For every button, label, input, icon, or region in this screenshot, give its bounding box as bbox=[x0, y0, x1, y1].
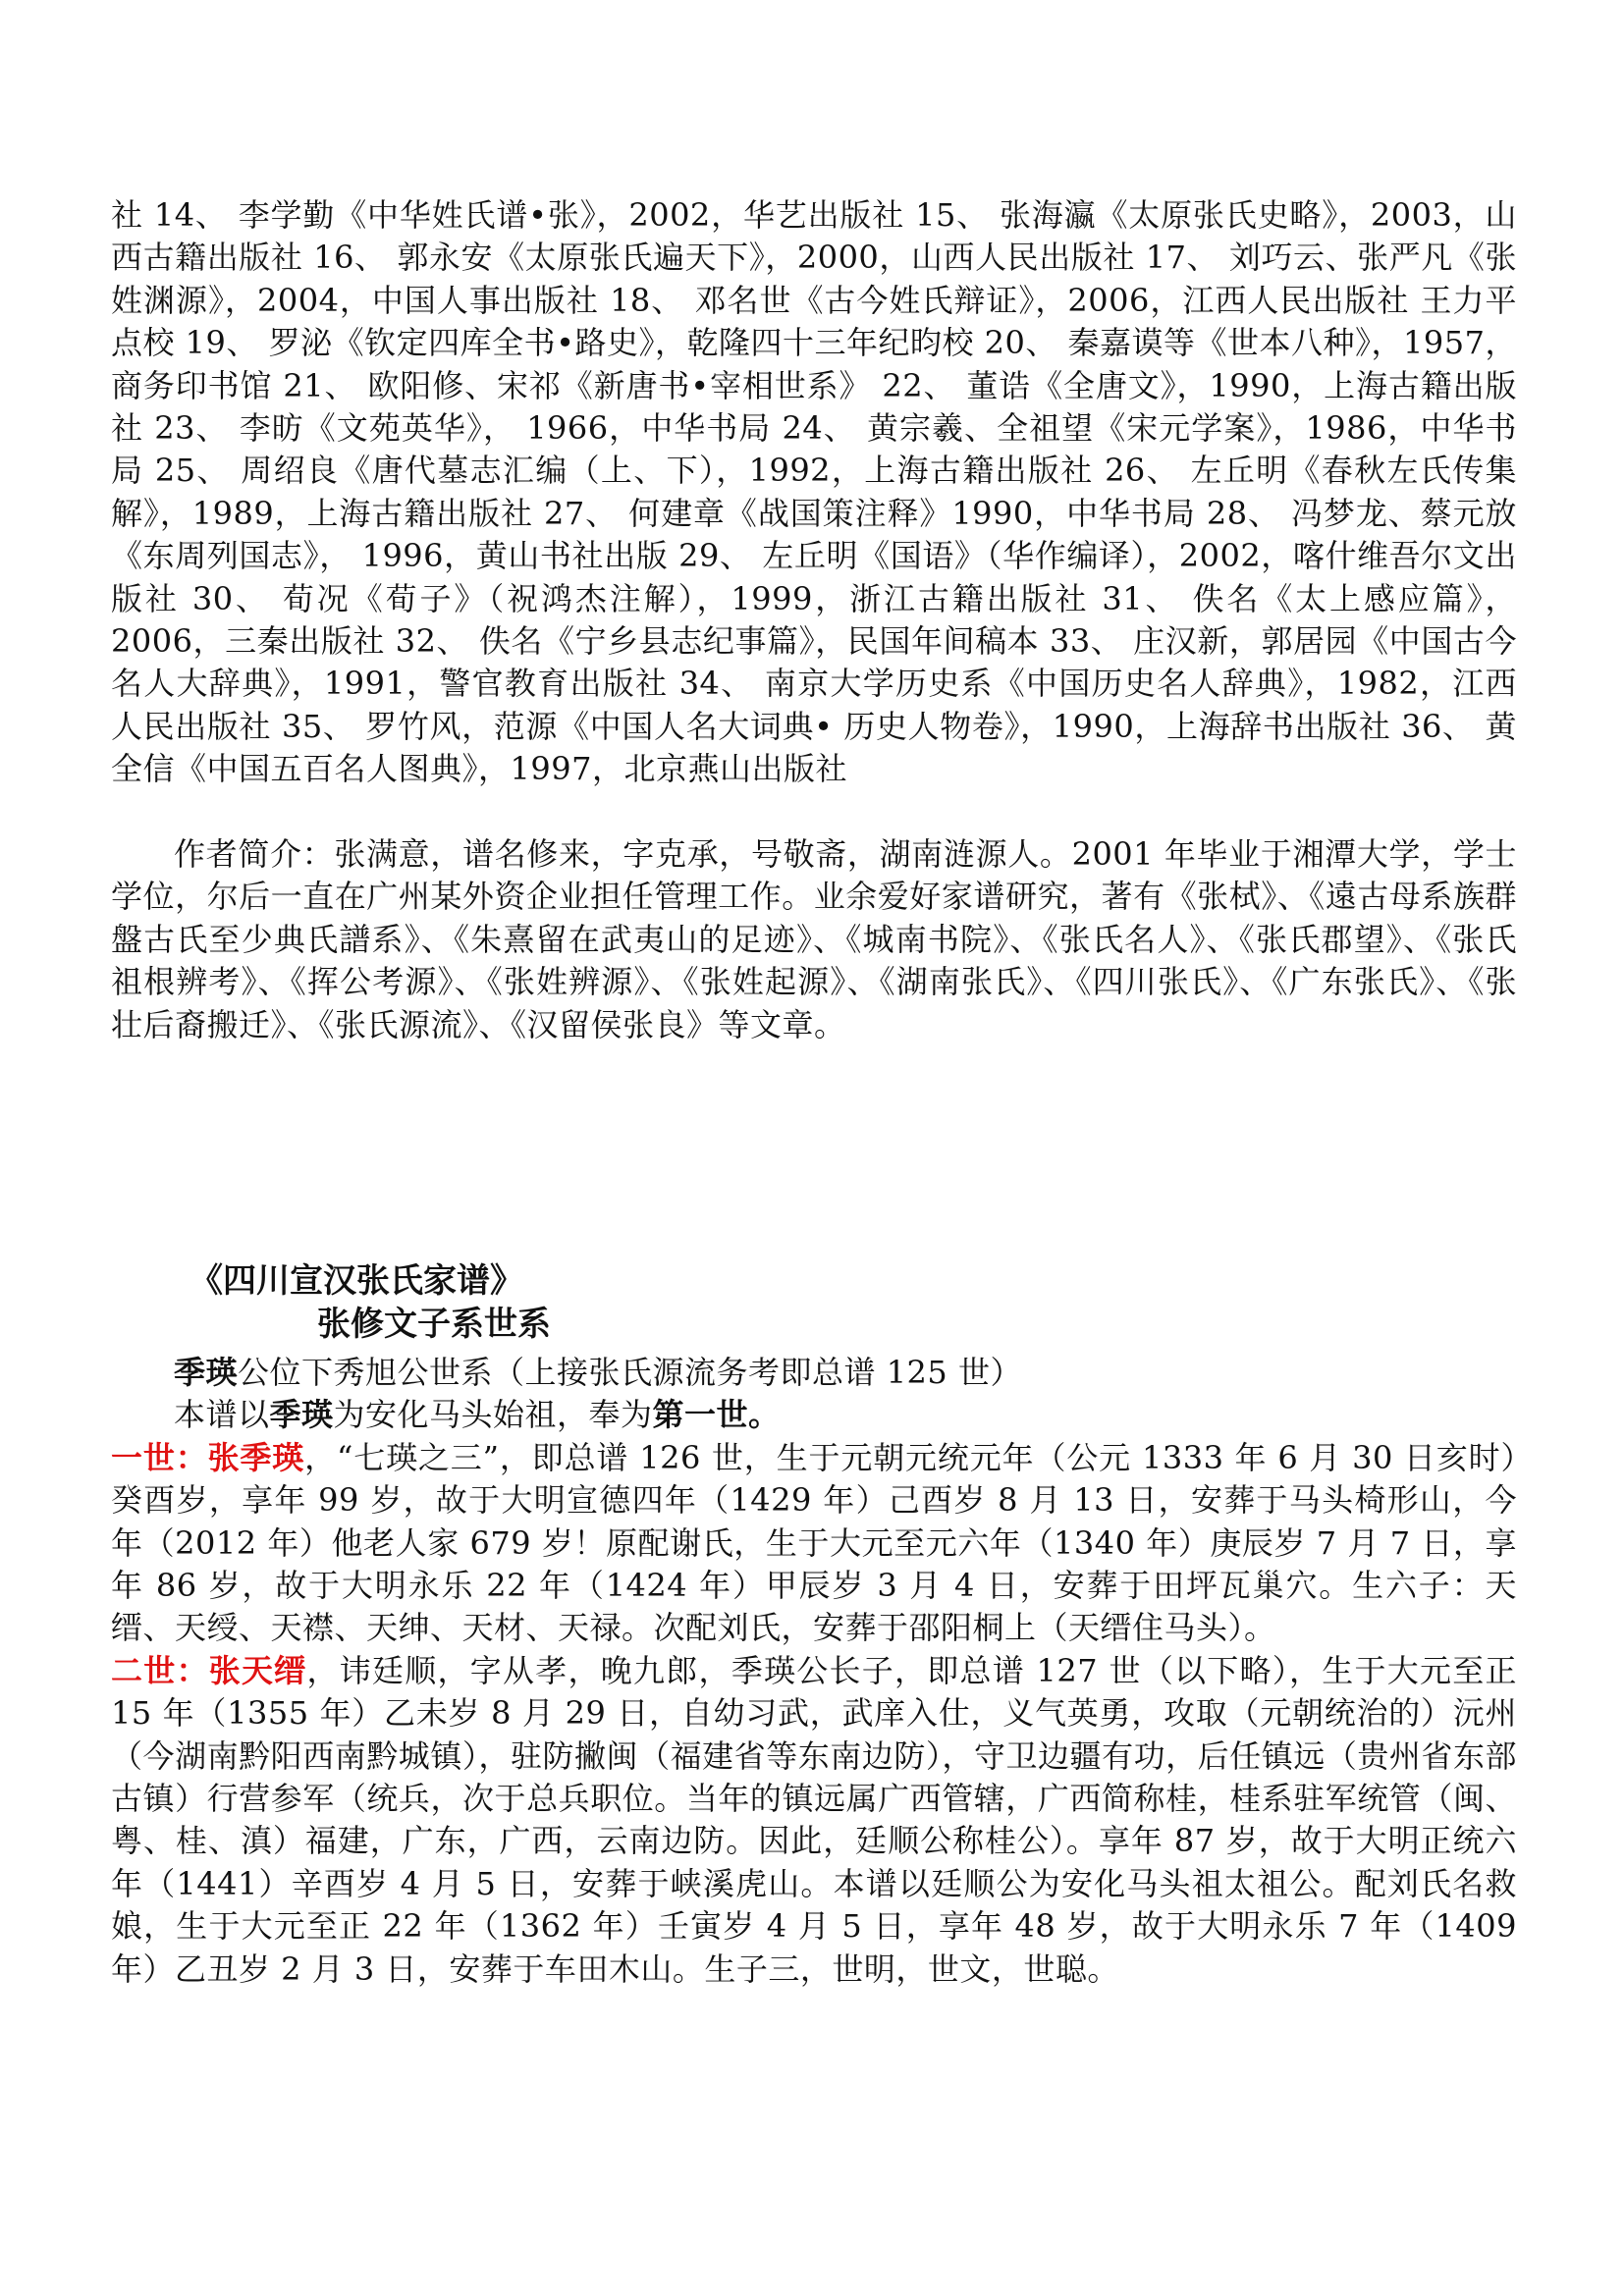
generation-text: ，“七瑛之三”，即总谱 126 世，生于元朝元统元年（公元 1333 年 6 月 30 日亥时）癸酉岁，享年 99 岁，故于大明宣德四年（1429 年）己酉岁 8 月 13 日，安葬于马头椅形山，今年（2012 年）他老人家 679 岁！原配谢氏，生于大元至元六年（1340 年）庚辰岁 7 月 7 日，享年 86 岁，故于大明永乐 22 年（1424 年）甲辰岁 3 月 4 日，安葬于田坪瓦巢穴。生六子：天缙、天绶、天襟、天绅、天材、天禄。次配刘氏，安葬于邵阳桐上（天缙住马头）。 bbox=[111, 1438, 1517, 1647]
genealogy-body bbox=[111, 1352, 1517, 1991]
references-list bbox=[111, 194, 1517, 791]
generation-label: 一世： bbox=[111, 1438, 208, 1476]
founder-line bbox=[111, 1394, 1517, 1436]
founder-line-generation: 第一世。 bbox=[652, 1396, 781, 1434]
lineage-founder-name: 季瑛 bbox=[174, 1354, 239, 1391]
founder-line-middle: 为安化马头始祖，奉为 bbox=[333, 1396, 653, 1434]
references-paragraph: 社 14、 李学勤《中华姓氏谱•张》，2002，华艺出版社 15、 张海瀛《太原张氏史略》，2003，山西古籍出版社 16、 郭永安《太原张氏遍天下》，2000，山西人民出版社 17、 刘巧云、张严凡《张姓渊源》，2004，中国人事出版社 18、 邓名世《古今姓氏辩证》，2006，江西人民出版社 王力平点校 19、 罗泌《钦定四库全书•路史》，乾隆四十三年纪昀校 20、 秦嘉谟等《世本八种》，1957，商务印书馆 21、 欧阳修、宋祁《新唐书•宰相世系》 22、 董诰《全唐文》，1990，上海古籍出版社 23、 李昉《文苑英华》， 1966，中华书局 24、 黄宗羲、全祖望《宋元学案》，1986，中华书局 25、 周绍良《唐代墓志汇编（上、下），1992，上海古籍出版社 26、 左丘明《春秋左氏传集解》，1989，上海古籍出版社 27、 何建章《战国策注释》1990，中华书局 28、 冯梦龙、蔡元放《东周列国志》， 1996，黄山书社出版 29、 左丘明《国语》（华作编译），2002，喀什维吾尔文出版社 30、 荀况《荀子》（祝鸿杰注解），1999，浙江古籍出版社 31、 佚名《太上感应篇》，2006，三秦出版社 32、 佚名《宁乡县志纪事篇》，民国年间稿本 33、 庄汉新，郭居园《中国古今名人大辞典》，1991，警官教育出版社 34、 南京大学历史系《中国历史名人辞典》，1982，江西人民出版社 35、 罗竹风，范源《中国人名大词典• 历史人物卷》，1990，上海辞书出版社 36、 黄全信《中国五百名人图典》，1997，北京燕山出版社 bbox=[111, 196, 1517, 788]
author-bio bbox=[111, 833, 1517, 1046]
section-title: 《四川宣汉张氏家谱》 bbox=[189, 1261, 523, 1301]
generation-label: 二世： bbox=[111, 1651, 209, 1689]
generation-person-name: 张季瑛 bbox=[207, 1438, 305, 1476]
founder-line-name: 季瑛 bbox=[269, 1396, 334, 1434]
generation-person-name: 张天缙 bbox=[208, 1651, 307, 1689]
generation-entry bbox=[111, 1650, 1517, 1991]
generation-text: ，讳廷顺，字从孝，晚九郎，季瑛公长子，即总谱 127 世（以下略），生于大元至正 15 年（1355 年）乙未岁 8 月 29 日，自幼习武，武庠入仕，义气英勇，攻取（元朝统治的）沅州（今湖南黔阳西南黔城镇），驻防撇闽（福建省等东南边防），守卫边疆有功，后任镇远（贵州省东部古镇）行营参军（统兵，次于总兵职位。当年的镇远属广西管辖，广西简称桂，桂系驻军统管（闽、粤、桂、滇）福建，广东，广西，云南边防。因此，廷顺公称桂公）。享年 87 岁，故于大明正统六年（1441）辛酉岁 4 月 5 日，安葬于峡溪虎山。本谱以廷顺公为安化马头祖太祖公。配刘氏名救娘，生于大元至正 22 年（1362 年）壬寅岁 4 月 5 日，享年 48 岁，故于大明永乐 7 年（1409 年）乙丑岁 2 月 3 日，安葬于车田木山。生子三，世明，世文，世聪。 bbox=[111, 1651, 1517, 1988]
section-subtitle: 张修文子系世系 bbox=[317, 1305, 551, 1344]
lineage-intro bbox=[111, 1352, 1517, 1394]
founder-line-prefix: 本谱以 bbox=[174, 1396, 270, 1434]
generation-entry bbox=[111, 1437, 1517, 1650]
lineage-intro-text: 公位下秀旭公世系（上接张氏源流务考即总谱 125 世） bbox=[238, 1354, 1022, 1391]
author-bio-paragraph: 作者简介：张满意，谱名修来，字克承，号敬斋，湖南涟源人。2001 年毕业于湘潭大学，学士学位，尔后一直在广州某外资企业担任管理工作。业余爱好家谱研究，著有《张栻》、《遠古母系族群盤古氏至少典氏譜系》、《朱熹留在武夷山的足迹》、《城南书院》、《张氏名人》、《张氏郡望》、《张氏祖根辨考》、《挥公考源》、《张姓辨源》、《张姓起源》、《湖南张氏》、《四川张氏》、《广东张氏》、《张壮后裔搬迁》、《张氏源流》、《汉留侯张良》等文章。 bbox=[111, 835, 1517, 1043]
